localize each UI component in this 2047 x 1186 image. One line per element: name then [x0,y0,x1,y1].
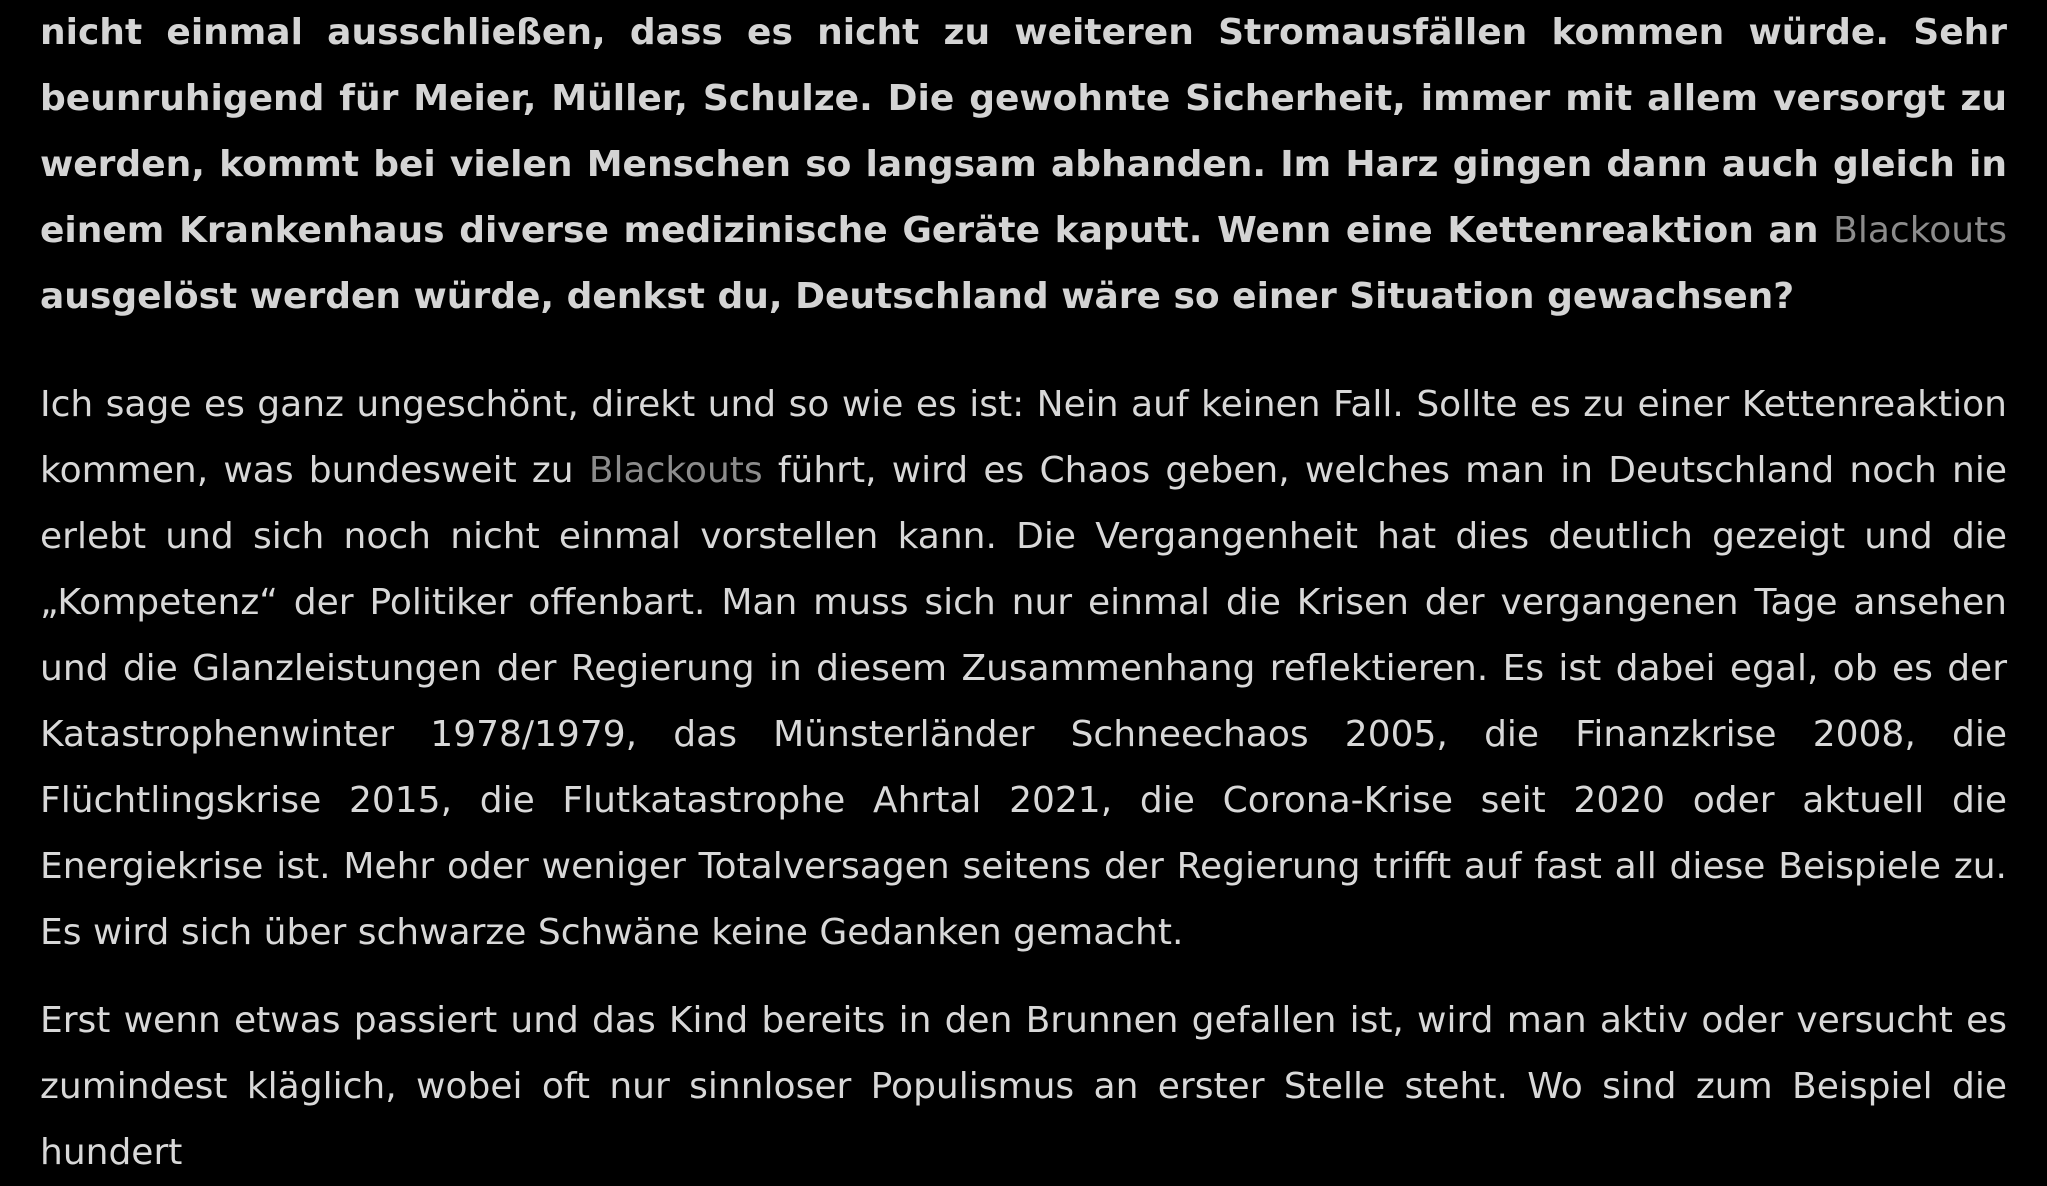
question-text-start: nicht einmal ausschließen, dass es nicht zu weiteren Stromausfällen kommen würde. Sehr beunruhigend für Meier, Müller, Schulze. Die gewohnte Sicherheit, immer mit allem versorgt zu werden, kommt bei vielen Menschen so langsam abhanden. Im Harz gingen dann auch gleich in einem Krankenhaus diverse medizinische Geräte kaputt. Wenn eine Kettenreaktion an [40,12,2007,251]
interview-question-paragraph [40,0,2007,330]
answer2-text: Erst wenn etwas passiert und das Kind bereits in den Brunnen gefallen ist, wird man aktiv oder versucht es zumindest kläglich, wobei oft nur sinnloser Populismus an erster Stelle steht. Wo sind zum Beispiel die hundert [40,1000,2007,1173]
answer1-text-end: führt, wird es Chaos geben, welches man in Deutschland noch nie erlebt und sich noch nicht einmal vorstellen kann. Die Vergangenheit hat dies deutlich gezeigt und die „Kompetenz“ der Politiker offenbart. Man muss sich nur einmal die Krisen der vergangenen Tage ansehen und die Glanzleistungen der Regierung in diesem Zusammenhang reflektieren. Es ist dabei egal, ob es der Katastrophenwinter 1978/1979, das Münsterländer Schneechaos 2005, die Finanzkrise 2008, die Flüchtlingskrise 2015, die Flutkatastrophe Ahrtal 2021, die Corona-Krise seit 2020 oder aktuell die Energiekrise ist. Mehr oder weniger Totalversagen seitens der Regierung trifft auf fast all diese Beispiele zu. Es wird sich über schwarze Schwäne keine Gedanken gemacht. [40,450,2007,953]
blackouts-link[interactable]: Blackouts [1833,210,2007,251]
answer1-text-start: Ich sage es ganz ungeschönt, direkt und so wie es ist: Nein auf keinen Fall. Sollte es zu einer Kettenreaktion kommen, was bundesweit zu [40,384,2007,491]
reader-content [40,0,2007,1186]
question-text-end: ausgelöst werden würde, denkst du, Deutschland wäre so einer Situation gewachsen? [40,276,1795,317]
blackouts-link[interactable]: Blackouts [588,450,763,491]
answer-paragraph-1 [40,372,2007,966]
answer-paragraph-2 [40,988,2007,1186]
